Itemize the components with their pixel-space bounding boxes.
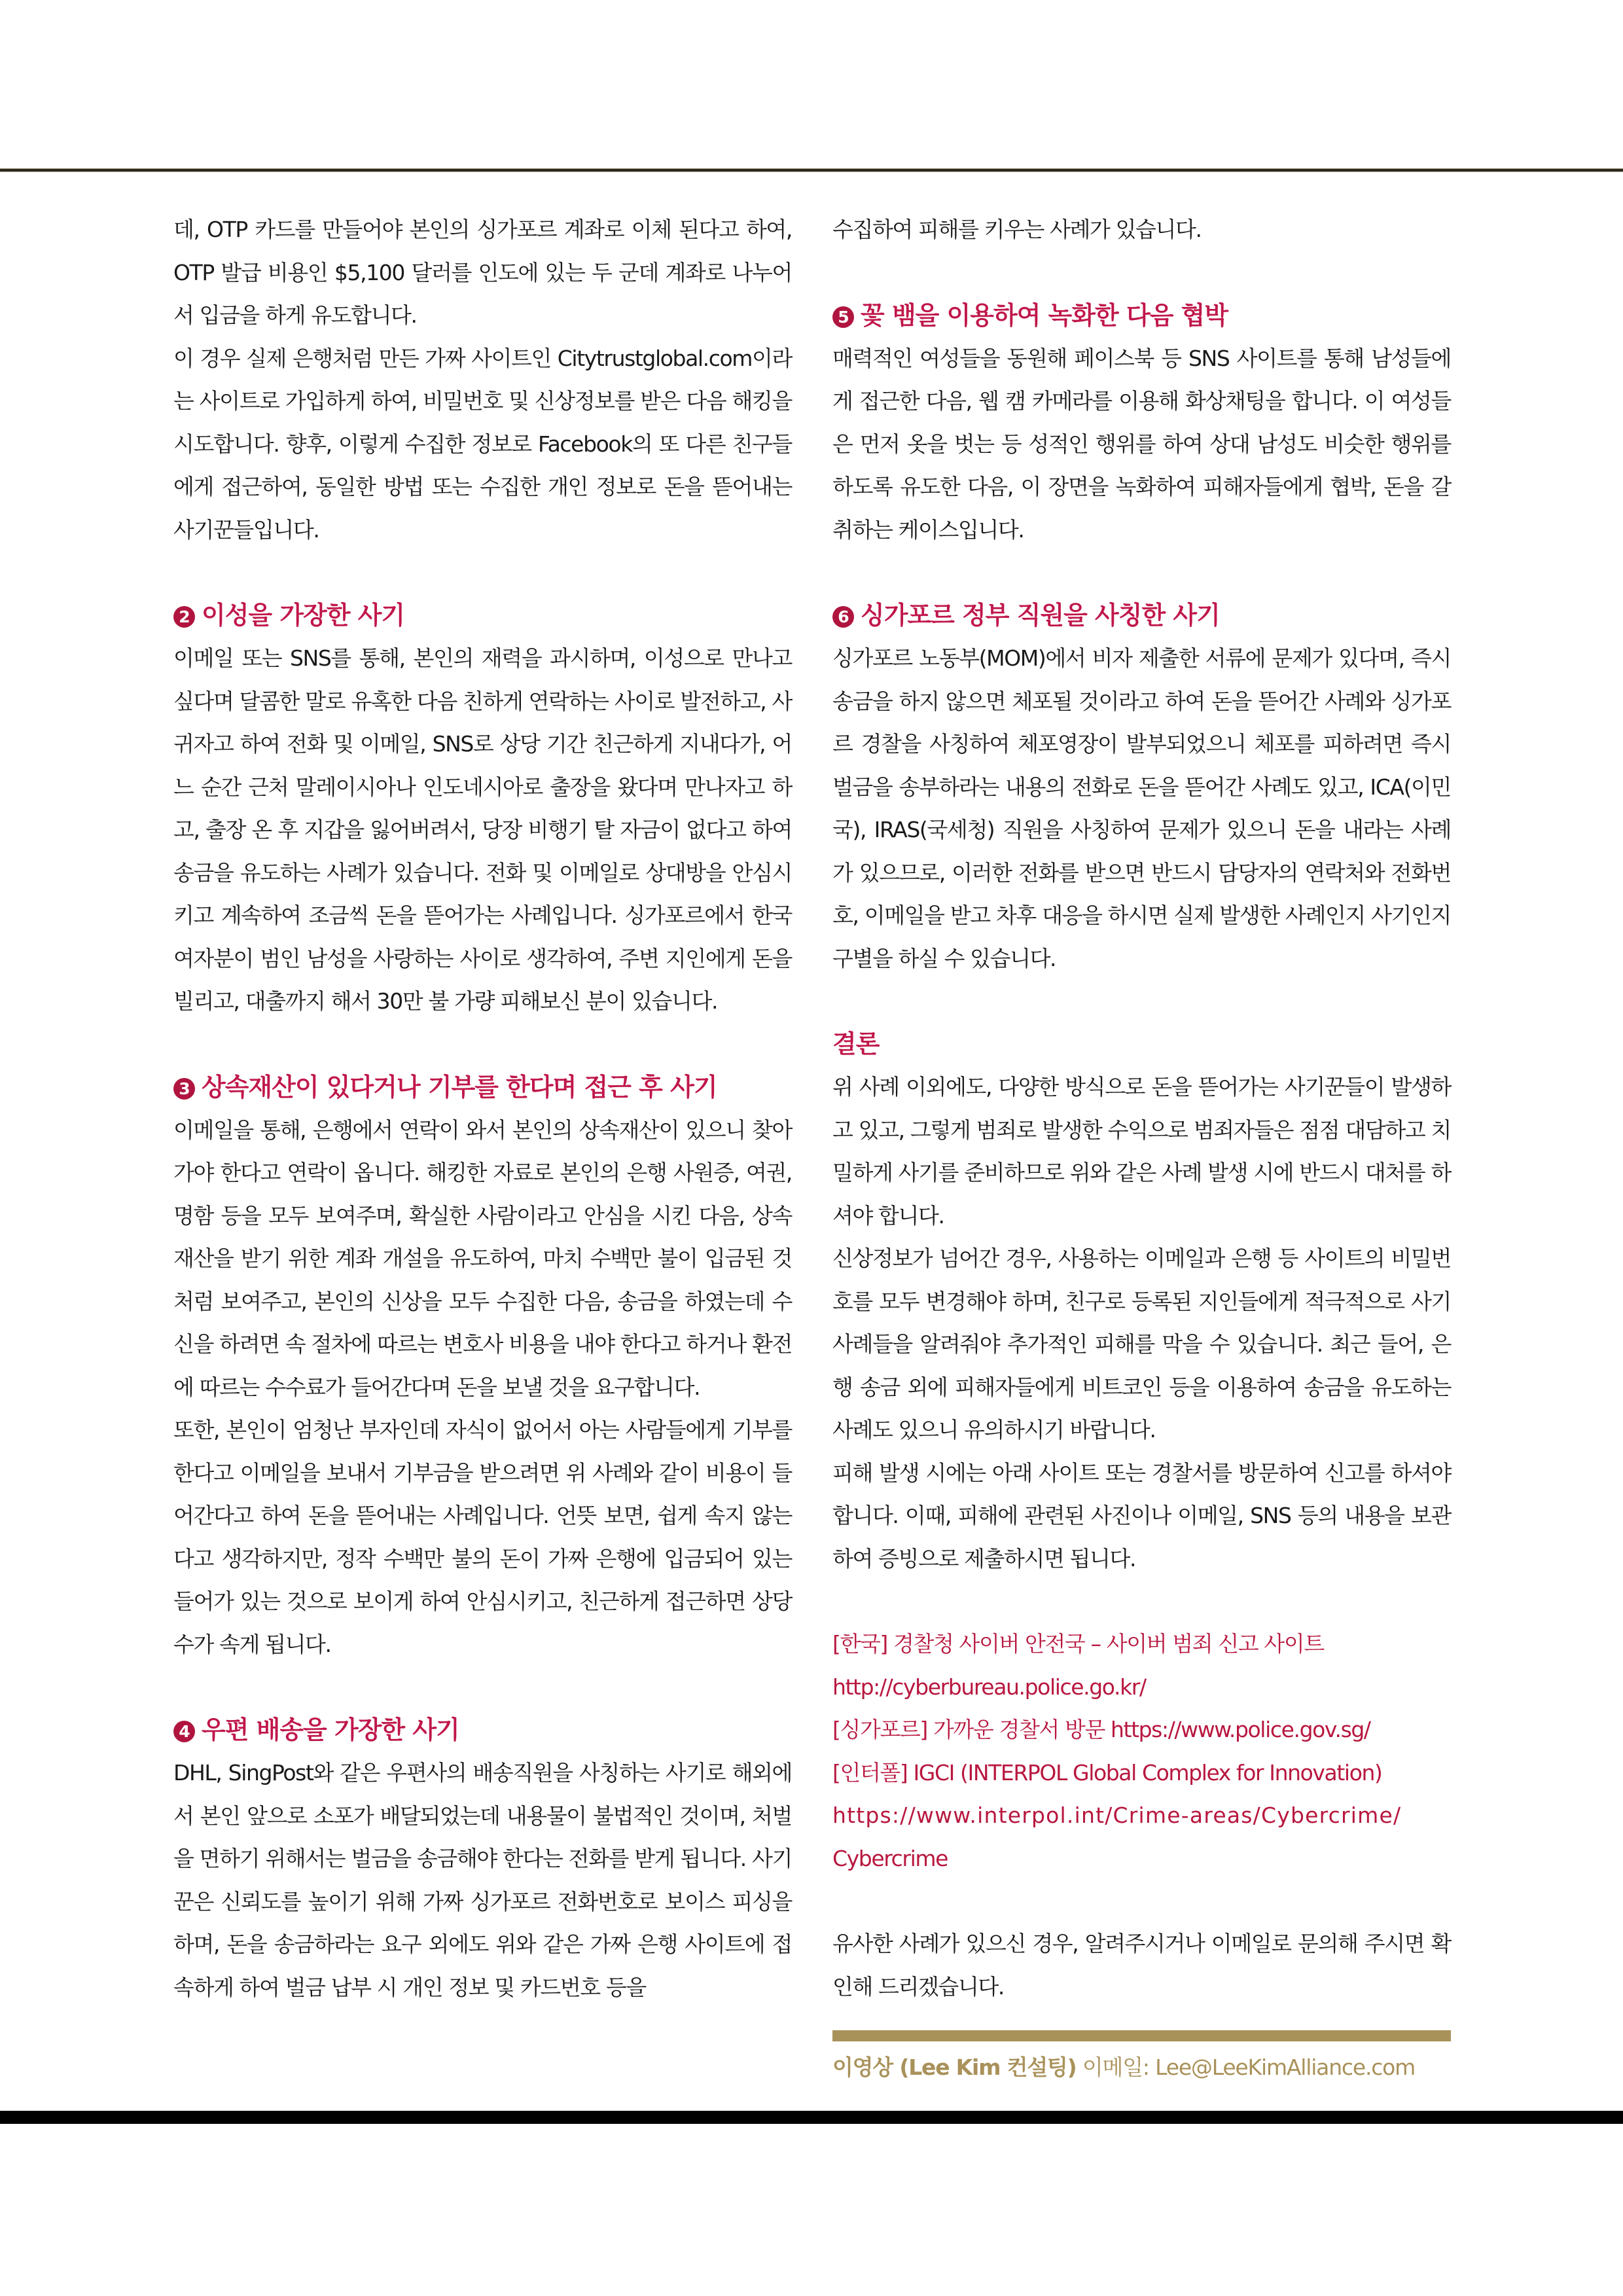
section-heading (173, 594, 792, 637)
gold-divider (832, 2030, 1451, 2041)
continuation-paragraph: 수집하여 피해를 키우는 사례가 있습니다. (832, 217, 1202, 242)
section-paragraph: 매력적인 여성들을 동원해 페이스북 등 SNS 사이트를 통해 남성들에게 접근한 다음, 웹 캠 카메라를 이용해 화상채팅을 합니다. 이 여성들은 먼저 옷을 벗는 등 성적인 행위를 하여 상대 남성도 비슷한 행위를 하도록 유도한 다음, 이 장면을 녹화하여 피해자들에게 협박, 돈을 갈취하는 케이스입니다. (832, 345, 1451, 543)
link-singapore[interactable]: [싱가포르] 가까운 경찰서 방문 https://www.police.gov.sg/ (832, 1717, 1370, 1742)
section-paragraph: 또한, 본인이 엄청난 부자인데 자식이 없어서 아는 사람들에게 기부를 한다고 이메일을 보내서 기부금을 받으려면 위 사례와 같이 비용이 들어간다고 하여 돈을 뜯어내는 사례입니다. 언뜻 보면, 쉽게 속지 않는다고 생각하지만, 정작 수백만 불의 돈이 가짜 은행에 입금되어 있는 들어가 있는 것으로 보이게 하여 안심시키고, 친근하게 접근하면 상당수가 속게 됩니다. (173, 1417, 792, 1657)
section-paragraph: DHL, SingPost와 같은 우편사의 배송직원을 사칭하는 사기로 해외에서 본인 앞으로 소포가 배달되었는데 내용물이 불법적인 것이며, 처벌을 면하기 위해서는 벌금을 송금해야 한다는 전화를 받게 됩니다. 사기꾼은 신뢰도를 높이기 위해 가짜 싱가포르 전화번호로 보이스 피싱을 하며, 돈을 송금하라는 요구 외에도 위와 같은 가짜 은행 사이트에 접속하게 하여 벌금 납부 시 개인 정보 및 카드번호 등을 (173, 1760, 792, 2000)
email-label: 이메일: (1082, 2054, 1149, 2080)
number-badge-icon: 6 (832, 606, 854, 628)
number-badge-icon: 2 (173, 606, 195, 628)
section-heading (173, 1708, 792, 1751)
link-interpol-url[interactable]: https://www.interpol.int/Crime-areas/Cybercrime/ (832, 1803, 1402, 1828)
author-name: 이영상 (Lee Kim 컨설팅) (832, 2054, 1077, 2080)
intro-paragraph: 데, OTP 카드를 만들어야 본인의 싱가포르 계좌로 이체 된다고 하여, OTP 발급 비용인 $5,100 달러를 인도에 있는 두 군데 계좌로 나누어서 입금을 하게 유도합니다. (173, 217, 792, 328)
closing-paragraph: 유사한 사례가 있으신 경우, 알려주시거나 이메일로 문의해 주시면 확인해 드리겠습니다. (832, 1931, 1451, 2000)
section-title: 상속재산이 있다거나 기부를 한다며 접근 후 사기 (202, 1072, 717, 1102)
section-heading (832, 294, 1451, 337)
author-signature (832, 2048, 1451, 2087)
link-interpol-url-cont[interactable]: Cybercrime (832, 1845, 948, 1871)
number-badge-icon: 4 (173, 1721, 195, 1742)
section-title: 이성을 가장한 사기 (202, 601, 405, 630)
link-korea-label: [한국] 경찰청 사이버 안전국 – 사이버 범죄 신고 사이트 (832, 1631, 1324, 1657)
number-badge-icon: 3 (173, 1078, 195, 1100)
link-korea-url[interactable]: http://cyberbureau.police.go.kr/ (832, 1674, 1146, 1700)
link-interpol-label: [인터폴] IGCI (INTERPOL Global Complex for Innovation) (832, 1759, 1382, 1785)
intro-paragraph: 이 경우 실제 은행처럼 만든 가짜 사이트인 Citytrustglobal.com이라는 사이트로 가입하게 하여, 비밀번호 및 신상정보를 받은 다음 해킹을 시도합니다. 향후, 이렇게 수집한 정보로 Facebook의 또 다른 친구들에게 접근하여, 동일한 방법 또는 수집한 개인 정보로 돈을 뜯어내는 사기꾼들입니다. (173, 345, 792, 543)
section-heading (173, 1066, 792, 1109)
bottom-bar (0, 2111, 1623, 2124)
author-email[interactable]: Lee@LeeKimAlliance.com (1155, 2054, 1416, 2080)
conclusion-heading: 결론 (832, 1030, 880, 1058)
section-title: 싱가포르 정부 직원을 사칭한 사기 (861, 601, 1220, 630)
section-paragraph: 싱가포르 노동부(MOM)에서 비자 제출한 서류에 문제가 있다며, 즉시 송금을 하지 않으면 체포될 것이라고 하여 돈을 뜯어간 사례와 싱가포르 경찰을 사칭하여 체포영장이 발부되었으니 체포를 피하려면 즉시 벌금을 송부하라는 내용의 전화로 돈을 뜯어간 사례도 있고, ICA(이민국), IRAS(국세청) 직원을 사칭하여 문제가 있으니 돈을 내라는 사례가 있으므로, 이러한 전화를 받으면 반드시 담당자의 연락처와 전화번호, 이메일을 받고 차후 대응을 하시면 실제 발생한 사례인지 사기인지 구별을 하실 수 있습니다. (832, 645, 1451, 971)
section-title: 꽃 뱀을 이용하여 녹화한 다음 협박 (861, 300, 1228, 330)
section-heading (832, 594, 1451, 637)
section-title: 우편 배송을 가장한 사기 (202, 1715, 459, 1744)
left-column (173, 208, 792, 2009)
section-paragraph: 이메일 또는 SNS를 통해, 본인의 재력을 과시하며, 이성으로 만나고 싶다며 달콤한 말로 유혹한 다음 친하게 연락하는 사이로 발전하고, 사귀자고 하여 전화 및 이메일, SNS로 상당 기간 친근하게 지내다가, 어느 순간 근처 말레이시아나 인도네시아로 출장을 왔다며 만나자고 하고, 출장 온 후 지갑을 잃어버려서, 당장 비행기 탈 자금이 없다고 하여 송금을 유도하는 사례가 있습니다. 전화 및 이메일로 상대방을 안심시키고 계속하여 조금씩 돈을 뜯어가는 사례입니다. 싱가포르에서 한국 여자분이 범인 남성을 사랑하는 사이로 생각하여, 주변 지인에게 돈을 빌리고, 대출까지 해서 30만 불 가량 피해보신 분이 있습니다. (173, 645, 793, 1014)
conclusion-paragraph: 피해 발생 시에는 아래 사이트 또는 경찰서를 방문하여 신고를 하셔야 합니다. 이때, 피해에 관련된 사진이나 이메일, SNS 등의 내용을 보관하여 증빙으로 제출하시면 됩니다. (832, 1460, 1451, 1571)
conclusion-paragraph: 신상정보가 넘어간 경우, 사용하는 이메일과 은행 등 사이트의 비밀번호를 모두 변경해야 하며, 친구로 등록된 지인들에게 적극적으로 사기 사례들을 알려줘야 추가적인 피해를 막을 수 있습니다. 최근 들어, 은행 송금 외에 피해자들에게 비트코인 등을 이용하여 송금을 유도하는 사례도 있으니 유의하시기 바랍니다. (832, 1246, 1451, 1443)
section-paragraph: 이메일을 통해, 은행에서 연락이 와서 본인의 상속재산이 있으니 찾아가야 한다고 연락이 옵니다. 해킹한 자료로 본인의 은행 사원증, 여권, 명함 등을 모두 보여주며, 확실한 사람이라고 안심을 시킨 다음, 상속재산을 받기 위한 계좌 개설을 유도하여, 마치 수백만 불이 입금된 것처럼 보여주고, 본인의 신상을 모두 수집한 다음, 송금을 하였는데 수신을 하려면 속 절차에 따르는 변호사 비용을 내야 한다고 하거나 환전에 따르는 수수료가 들어간다며 돈을 보낼 것을 요구합니다. (173, 1117, 792, 1400)
right-column (832, 208, 1451, 2087)
conclusion-paragraph: 위 사례 이외에도, 다양한 방식으로 돈을 뜯어가는 사기꾼들이 발생하고 있고, 그렇게 범죄로 발생한 수익으로 범죄자들은 점점 대담하고 치밀하게 사기를 준비하므로 위와 같은 사례 발생 시에 반드시 대처를 하셔야 합니다. (832, 1074, 1451, 1229)
number-badge-icon: 5 (832, 306, 854, 328)
top-rule (0, 168, 1623, 172)
